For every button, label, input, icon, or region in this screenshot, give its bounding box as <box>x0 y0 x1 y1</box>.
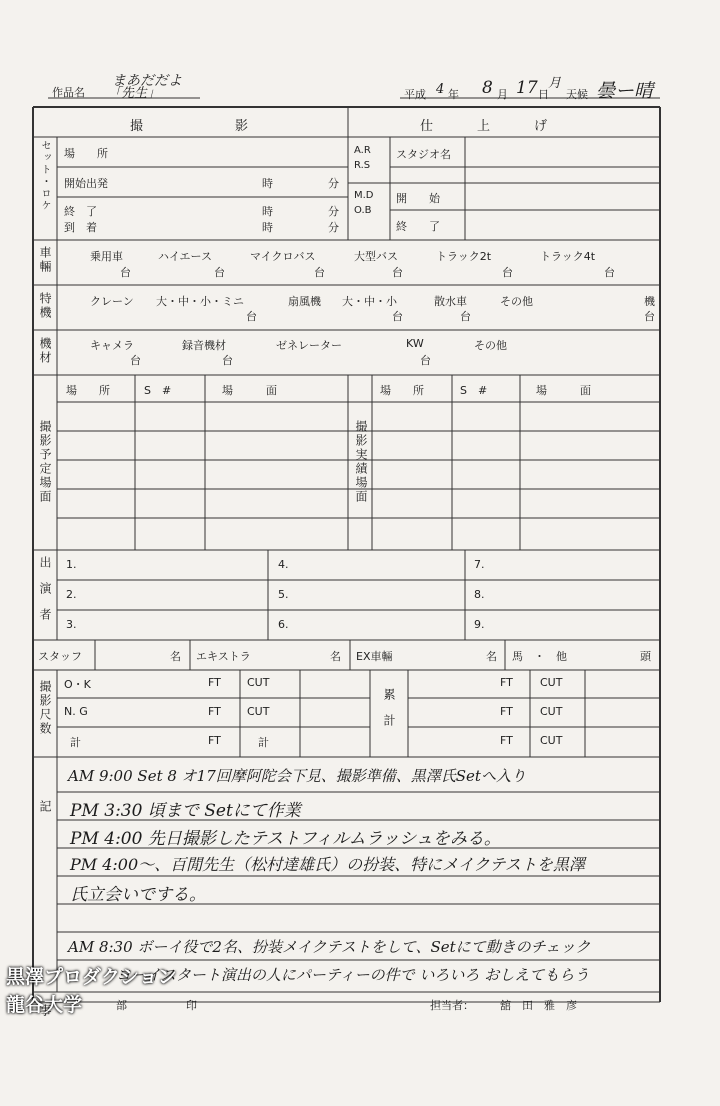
footage-total: 計 <box>70 736 81 749</box>
cast-8: 8. <box>474 588 485 601</box>
place-label: 場 所 <box>64 147 108 160</box>
vehicle-unit-1: 台 <box>120 266 131 279</box>
ex-vehicle-label: EX車輛 <box>356 650 393 663</box>
set-loc-label: セット・ロケ <box>39 140 50 212</box>
cut-5: CUT <box>540 705 563 718</box>
work-name-label: 作品名 <box>52 86 85 99</box>
cast-5: 5. <box>278 588 289 601</box>
vehicle-truck2t: トラック2t <box>436 250 492 263</box>
special-unit-machine: 機 <box>644 295 655 308</box>
special-unit-4: 台 <box>644 310 655 323</box>
ex-vehicle-unit: 名 <box>486 650 497 663</box>
title-handwritten: まあだだよ <box>112 73 182 89</box>
end-label-2: 到 着 <box>64 221 97 234</box>
crane-label: クレーン <box>90 295 134 308</box>
footer-seal: 印 <box>186 999 197 1012</box>
extra-unit: 名 <box>330 650 341 663</box>
cut-1: CUT <box>247 676 270 689</box>
era-label: 平成 <box>404 88 426 101</box>
minute-label-1: 分 <box>328 177 339 190</box>
weekday: 月 <box>548 76 562 91</box>
planned-col-place: 場 所 <box>66 384 110 397</box>
vehicle-unit-6: 台 <box>604 266 615 279</box>
staff-unit: 名 <box>170 650 181 663</box>
work-name-value: 「先生」 <box>108 86 161 101</box>
weather-label: 天候 <box>566 88 588 101</box>
note-line-3: PM 4:00 先日撮影したテストフィルムラッシュをみる。 <box>70 829 501 849</box>
ft-5: FT <box>500 705 513 718</box>
vehicle-unit-2: 台 <box>214 266 225 279</box>
actual-scenes-label: 撮影実績場面 <box>354 420 368 504</box>
day-label: 日 <box>538 88 549 101</box>
equip-unit-1: 台 <box>130 354 141 367</box>
actual-col-place: 場 所 <box>380 384 424 397</box>
water-truck-label: 散水車 <box>434 295 467 308</box>
ob-label: O.B <box>354 205 372 216</box>
crane-sizes: 大・中・小・ミニ <box>156 295 244 308</box>
watermark-line-2: 龍谷大学 <box>6 994 83 1016</box>
actual-col-s: S # <box>460 384 488 397</box>
note-line-1: AM 9:00 Set 8 オ17回摩阿陀会下見、撮影準備、黒澤氏Setへ入り <box>68 767 526 785</box>
equip-sound: 録音機材 <box>182 339 226 352</box>
watermark-line-1: 黒澤プロダクション <box>6 966 177 988</box>
note-line-7: AM 8:30 ボーイ役で2名、扮装メイクテストをして、Setにて動きのチェック <box>68 938 591 956</box>
cut-2: CUT <box>247 705 270 718</box>
start-label: 開 始 <box>396 192 440 205</box>
staff-label: スタッフ <box>38 650 82 663</box>
weather: 曇ー晴 <box>596 80 654 102</box>
horse-other-label: 馬 ・ 他 <box>512 650 567 663</box>
planned-col-s: S # <box>144 384 172 397</box>
equip-other: その他 <box>474 339 507 352</box>
month-label: 月 <box>497 88 508 101</box>
equip-unit-2: 台 <box>222 354 233 367</box>
ft-4: FT <box>500 676 513 689</box>
equip-kw: KW <box>406 337 424 350</box>
planned-col-scene: 場 面 <box>222 384 277 397</box>
footer-person-label: 担当者： <box>430 999 474 1012</box>
hour-label-1: 時 <box>262 177 273 190</box>
vehicle-unit-4: 台 <box>392 266 403 279</box>
vehicles-label: 車輛 <box>38 246 52 274</box>
special-unit-1: 台 <box>246 310 257 323</box>
end-label-1: 終 了 <box>64 205 97 218</box>
ft-3: FT <box>208 734 221 747</box>
end-label: 終 了 <box>396 220 440 233</box>
ft-2: FT <box>208 705 221 718</box>
footer-dept: 部 <box>116 999 127 1012</box>
vehicle-bus: 大型バス <box>354 250 398 263</box>
cast-3: 3. <box>66 618 77 631</box>
special-label: 特機 <box>38 292 52 320</box>
note-line-4: PM 4:00〜、百閒先生（松村達雄氏）の扮装、特にメイクテストを黒澤 <box>70 855 585 874</box>
head-unit: 頭 <box>640 650 651 663</box>
md-label: M.D <box>354 190 374 201</box>
cast-1: 1. <box>66 558 77 571</box>
start-depart-label: 開始出発 <box>64 177 108 190</box>
minute-label-2: 分 <box>328 205 339 218</box>
cut-4: CUT <box>540 676 563 689</box>
cumulative-label: 累計 <box>382 688 396 740</box>
special-unit-3: 台 <box>460 310 471 323</box>
month: 8 <box>482 78 493 98</box>
vehicle-truck4t: トラック4t <box>540 250 596 263</box>
note-line-5: 氏立会いでする。 <box>70 885 206 905</box>
footage-label: 撮影尺数 <box>38 680 52 736</box>
finishing-header: 仕 上 げ <box>420 119 554 134</box>
hour-label-3: 時 <box>262 221 273 234</box>
special-other-label: その他 <box>500 295 533 308</box>
vehicle-unit-5: 台 <box>502 266 513 279</box>
fan-sizes: 大・中・小 <box>342 295 397 308</box>
extra-label: エキストラ <box>196 650 251 663</box>
hour-label-2: 時 <box>262 205 273 218</box>
equip-camera: キャメラ <box>90 339 134 352</box>
equipment-label: 機材 <box>38 337 52 365</box>
cut-3-total: 計 <box>258 736 269 749</box>
special-unit-2: 台 <box>392 310 403 323</box>
fan-label: 扇風機 <box>288 295 321 308</box>
vehicle-microbus: マイクロバス <box>250 250 316 263</box>
cut-6: CUT <box>540 734 563 747</box>
equip-generator: ゼネレーター <box>276 339 342 352</box>
ft-6: FT <box>500 734 513 747</box>
actual-col-scene: 場 面 <box>536 384 591 397</box>
vehicle-unit-3: 台 <box>314 266 325 279</box>
note-line-8: ヨーイスタート演出の人にパーティーの件で いろいろ おしえてもらう <box>116 966 590 984</box>
cast-4: 4. <box>278 558 289 571</box>
ft-1: FT <box>208 676 221 689</box>
ar-label: A.R <box>354 145 371 156</box>
note-line-2: PM 3:30 頃まで Setにて作業 <box>70 801 301 821</box>
rs-label: R.S <box>354 160 371 171</box>
footage-ng: N. G <box>64 705 88 718</box>
notes-label: 記 事 <box>38 800 52 1106</box>
footer-person: 舘 田 雅 彦 <box>500 999 577 1012</box>
vehicle-hiace: ハイエース <box>158 250 213 263</box>
day: 17 <box>516 78 538 98</box>
year-label: 年 <box>448 88 459 101</box>
footage-ok: O・K <box>64 678 91 691</box>
cast-6: 6. <box>278 618 289 631</box>
shooting-header: 撮 影 <box>130 119 257 134</box>
equip-unit-3: 台 <box>420 354 431 367</box>
cast-label: 出演者 <box>38 556 52 634</box>
planned-scenes-label: 撮影予定場面 <box>38 420 52 504</box>
year: 4 <box>436 82 445 97</box>
cast-2: 2. <box>66 588 77 601</box>
cast-7: 7. <box>474 558 485 571</box>
cast-9: 9. <box>474 618 485 631</box>
minute-label-3: 分 <box>328 221 339 234</box>
vehicle-sedan: 乗用車 <box>90 250 123 263</box>
studio-label: スタジオ名 <box>396 148 451 161</box>
